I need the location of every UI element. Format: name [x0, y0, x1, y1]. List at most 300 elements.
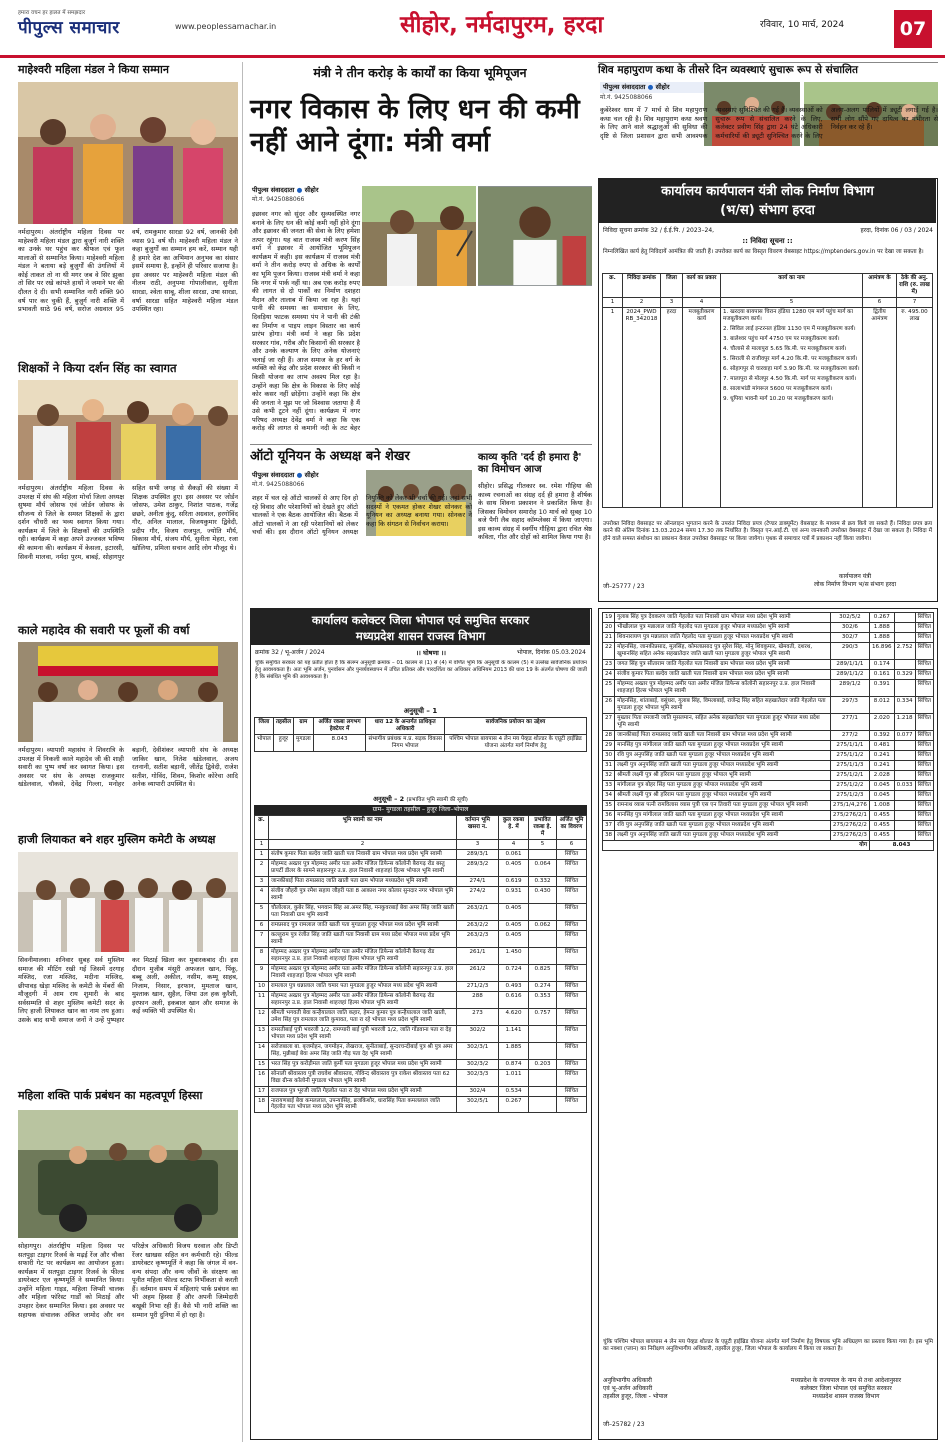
- table-cell: 271/2/3: [457, 981, 499, 991]
- table-row: [603, 696, 934, 713]
- pwd-row-works: [721, 307, 863, 507]
- table-cell: 0.241: [869, 750, 894, 760]
- table-cell: 302/7: [830, 632, 869, 642]
- table-cell: सिंचित: [557, 947, 587, 964]
- table-cell: सिंचित: [557, 1086, 587, 1096]
- s2-col-khasra: वर्तमान भूमि खसरा न.: [457, 816, 499, 840]
- felicitation-photo-image: [18, 380, 238, 480]
- land-ref: क्रमांक 32 / भू-अर्जन / 2024: [255, 649, 325, 656]
- table-cell: [894, 770, 915, 780]
- land-signature-right: [759, 1377, 933, 1401]
- table-cell: 0.430: [529, 886, 557, 903]
- owner-name-cell: संजीव जौहरी पुत्र रमेश सहाय जौहरी पता 8 आकाश नगर कोलार सुनदार नगर भोपाल भूमि स्वामी: [269, 886, 457, 903]
- table-cell: 277/1: [830, 713, 869, 730]
- table-cell: 0.391: [869, 679, 894, 696]
- table-cell: 277/2: [830, 730, 869, 740]
- table-cell: 0.274: [529, 981, 557, 991]
- lead-mobile: मो.नं. 9425088066: [252, 196, 305, 203]
- table-cell: 0.267: [869, 613, 894, 623]
- table-cell: 0.405: [499, 903, 529, 920]
- table-row: [603, 642, 934, 659]
- table-cell: 289/1/1/1: [830, 659, 869, 669]
- table-row: [255, 1008, 587, 1025]
- owner-name-cell: श्रीमती भगवती बेवा कन्हैयालाल जाति कहार, हेमन्त कुमार पुत्र कन्हैयालाल जाति खाती, उमेश सिंह पुत्र रामलाल जाति कुमावत, पता रा रहे भोपाल मध्य प्रदेश भूमि स्वामी: [269, 1008, 457, 1025]
- table-cell: [894, 750, 915, 760]
- pwd-title-line-2: (भ/स) संभाग हरदा: [720, 202, 815, 218]
- owner-name-cell: भरत सिंह पुत्र करोड़ीमल जाति कुर्मी पता मुगडला हुजूर भोपाल मध्य प्रदेश भूमि स्वामी: [269, 1059, 457, 1069]
- pwd-tender-notice: [598, 178, 938, 602]
- owner-name-cell: लक्ष्मी पुत्र अनुपसिंह जाति खाती पता मुगडला हुजूर भोपाल मध्यप्रदेश भूमि स्वामी: [615, 830, 831, 840]
- owner-name-cell: लक्ष्मी पुत्र अनुपसिंह जाति खाती पता मुगडला हुजूर भोपाल मध्यप्रदेश भूमि स्वामी: [615, 760, 831, 770]
- table-cell: 0.405: [499, 859, 529, 876]
- owner-name-cell: मोहम्मद अख्तर पुत्र मोहम्मद अमीर पता अमीर मंजिल डिफेन्स कॉलोनी बैरागढ़ रोड सहारनपुर उ.प्र. हाल निवासी शाहजहां हिल्स भोपाल भूमि स्वामी: [269, 991, 457, 1008]
- table-cell: 0.455: [869, 810, 894, 820]
- land-intro: चूंकि समुचित सरकार को यह प्रतीत होता है कि संलग्न अनुसूची क्रमांक – 01 कालम से (1) से (4) में वर्णित भूमि कि अनुसूची के कालम (5) में उल्लेख सार्वजनिक प्रयोजन हेतु आवश्यकता है। अतः भूमि अर्जन, पुनर्वासन और पुनर्व्यवस्थापन में उचित प्रतिकर और पारदर्शिता का अधिकार अधिनियम 2013 की धारा 19 के अंतर्गत घोषणा की जाती है कि संबंधित भूमि की आवश्यकता है।: [255, 660, 587, 680]
- table-cell: 0.332: [529, 876, 557, 886]
- owner-name-cell: मुख्तार पिता रमजानी जाति मुसलमान, सहित अनेक सहखातेदार पता मुगडला हुजूर भोपाल मध्य प्रदेश भूमि स्वामी: [615, 713, 831, 730]
- table-cell: सिंचित: [915, 820, 933, 830]
- table-row: [255, 1025, 587, 1042]
- table-cell: 302/4: [457, 1086, 499, 1096]
- byline-reporter: पीपुल्स संवाददाता: [603, 83, 646, 91]
- owner-name-cell: मोहम्मद अख्तर पुत्र मोहम्मद अमीर पता अमीर मंजिल डिफेन्स कॉलोनी बैरागढ़ रोड सहारनपुर उ.प्र. हाल निवासी शाहजहां हिल्स भोपाल भूमि स्वामी: [269, 947, 457, 964]
- s1-cell: पश्चिम भोपाल बायपास 4 लेन मय पेव्हड शोल्डर के एप्रूटी हाईब्रिड योजना अंतर्गत मार्ग निर्माण हेतु: [445, 734, 587, 751]
- table-cell: 25: [603, 679, 615, 696]
- table-cell: 0.267: [499, 1096, 529, 1113]
- land-title-line-1: कार्यालय कलेक्टर जिला भोपाल एवं समुचित सरकार: [311, 613, 530, 627]
- pwd-row-type: मजबूतीकरण कार्य: [683, 307, 721, 507]
- table-cell: 0.203: [529, 1059, 557, 1069]
- table-cell: सिंचित: [557, 1008, 587, 1025]
- s1-col-area: अर्जित रकबा लगभग हेक्टेयर में: [313, 718, 366, 735]
- pwd-num: 7: [897, 297, 933, 307]
- table-cell: 274/1: [457, 876, 499, 886]
- table-row: [255, 1086, 587, 1096]
- owner-name-cell: संजीव कुमार पिता बल्देव जाति खाती पता निवासी ग्राम भोपाल मध्य प्रदेश भूमि स्वामी: [615, 669, 831, 679]
- newspaper-logo: [18, 10, 120, 40]
- table-cell: 8.012: [869, 696, 894, 713]
- table-cell: 302/3/3: [457, 1069, 499, 1086]
- schedule-1-table: [254, 717, 587, 752]
- table-cell: 8: [255, 947, 269, 964]
- schedule-2-subtitle: (प्रभावित भूमि स्वामी की सूची): [406, 797, 468, 803]
- owner-name-cell: शिवनारायण पुत्र मन्नालाल जाति गेहलोद पता मुगडला हुजूर भोपाल मध्यप्रदेश भूमि स्वामी: [615, 632, 831, 642]
- shiv-headline: शिव महापुराण कथा के तीसरे दिन व्यवस्थाएं सुचारू रूप से संचालित: [598, 64, 858, 76]
- table-cell: [894, 790, 915, 800]
- procession-photo-image: [18, 642, 238, 742]
- land-title-line-2: मध्यप्रदेश शासन राजस्व विभाग: [355, 629, 486, 644]
- table-cell: 0.825: [529, 964, 557, 981]
- table-row: [255, 849, 587, 859]
- pwd-num: 5: [721, 297, 863, 307]
- owner-name-cell: मोहम्मद अख्तर पुत्र मोहम्मद अमीर पता अमीर मंजिल डिफेन्स कॉलोनी सहारनपुर उ.प्र. हाल निवासी शाहजहां हिल्स भोपाल भूमि स्वामी: [269, 964, 457, 981]
- pwd-col-class: आमंत्रण के: [863, 274, 897, 298]
- table-cell: 26: [603, 696, 615, 713]
- table-cell: 24: [603, 669, 615, 679]
- table-row: [603, 820, 934, 830]
- table-row: [255, 886, 587, 903]
- table-row: [603, 632, 934, 642]
- table-cell: सिंचित: [915, 642, 933, 659]
- s2-col-type: अर्जित भूमि का विवरण: [557, 816, 587, 840]
- auto-headline: ऑटो यूनियन के अध्यक्ष बने शेखर: [250, 449, 410, 464]
- table-cell: 289/1/2: [830, 679, 869, 696]
- pwd-work-item: 8. सालाभांडी मांगरूल 5600 पर मजबूतीकरण कार्य।: [723, 385, 833, 392]
- s1-col-officer: धारा 12 के अन्तर्गत प्राधिकृत अधिकारी: [366, 718, 445, 735]
- pwd-row-dist: हरदा: [661, 307, 683, 507]
- table-cell: 0.455: [869, 820, 894, 830]
- table-cell: 1.218: [894, 713, 915, 730]
- pwd-row-sr: 1: [603, 307, 623, 507]
- table-cell: 0.334: [894, 696, 915, 713]
- table-cell: [894, 632, 915, 642]
- land-acquisition-notice: [250, 608, 592, 1440]
- table-cell: सिंचित: [557, 886, 587, 903]
- lead-byline: [252, 186, 357, 195]
- land-footer-text: चूंकि पश्चिम भोपाल बायपास 4 लेन मय पेव्हड शोल्डर के एप्रूटी हाईब्रिड योजना अंतर्गत मार्ग निर्माण हेतु विषयक भूमि अधिग्रहण का प्रस्ताव किया गया है। इस भूमि का नक्शा (प्लान) का निरीक्षण अनुविभागीय अधिकारी, तहसील हुजूर, जिला भोपाल के कार्यालय में किया जा सकता है।: [603, 1339, 933, 1353]
- table-cell: 11: [255, 991, 269, 1008]
- auto-byline: [252, 471, 362, 480]
- table-cell: 261/2: [457, 964, 499, 981]
- table-cell: 2.752: [894, 642, 915, 659]
- table-cell: 275/1/2/1: [830, 770, 869, 780]
- table-cell: 273: [457, 1008, 499, 1025]
- table-cell: सिंचित: [557, 1042, 587, 1059]
- table-cell: 32: [603, 770, 615, 780]
- table-cell: 5: [255, 903, 269, 920]
- pwd-row-class: द्वितीय आमंत्रण: [863, 307, 897, 507]
- pwd-footer-text: उपरोक्त निविदा वेबसाइट पर ऑनलाइन भुगतान करने के उपरांत निविदा प्रपत्र (टेण्डर डाक्यूमेंट) वेबसाइट के माध्यम से क्रय किये जा सकते हैं। निविदा प्रपत्र क्रय करने की अंतिम दिनांक 13.03.2024 समय 17.30 तक निर्धारित है। विस्तृत एन.आई.टी. एवं अन्य जानकारी उपरोक्त वेबसाइट में देखा जा सकता है। निविदा में होने वाले समस्त संशोधन का प्रकाशन केवल उपरोक्त वेबसाइट पर किया जायेगा। पृथक से समाचार पत्रों में प्रकाशन नहीं किया जायेगा।: [603, 521, 932, 542]
- byline-dot-icon: ●: [296, 186, 303, 194]
- shiv-mobile: मो.नं. 9425088066: [600, 94, 653, 101]
- schedule-2-village: ग्राम– मुगडला तहसील – हुजूर जिला–भोपाल: [254, 805, 587, 815]
- table-row: [603, 800, 934, 810]
- table-cell: 1.008: [869, 800, 894, 810]
- owner-name-cell: गुलाब सिंह पुत्र देवकरण जाति गेहलोत पता निवासी ग्राम भोपाल मध्य प्रदेश भूमि स्वामी: [615, 613, 831, 623]
- table-cell: सिंचित: [915, 679, 933, 696]
- table-cell: 0.329: [894, 669, 915, 679]
- edition-name: सीहोर, नर्मदापुरम, हरदा: [400, 12, 604, 38]
- table-cell: 275/1/1/3: [830, 760, 869, 770]
- s2-num: 3: [457, 839, 499, 849]
- table-cell: 1.011: [499, 1069, 529, 1086]
- pwd-col-amount: ठेके की अनु. राशि (रु. लाख में): [897, 274, 933, 298]
- group-photo-image: [18, 82, 238, 224]
- lead-body: इछावर नगर को सुंदर और सुव्यवस्थित नगर बनाने के लिए धन की कोई कमी नहीं होने दूंगा और इछावर की जनता की सेवा के लिए हमेशा तत्पर रहूंगा। यह बात राजस्व मंत्री करण सिंह वर्मा ने इछावर में आयोजित भूमिपूजन कार्यक्रम में कही। इस कार्यक्रम में राजस्व मंत्री वर्मा ने तीन करोड़ रुपए से अधिक के कार्यों का भूमि पूजन किया। राजस्व मंत्री वर्मा ने कहा कि नगर में पार्क नहीं था। अब एक करोड़ रुपए की लागत से दो पार्कों का निर्माण दशहरा मैदान और तालाब में किया जा रहा है। यहां पानी की समस्या का समाधान के लिए, दिवड़िया फाटक समस्या पंप ने पानी की टंकी का निर्माण व पाइप लाइन विस्तार का कार्य प्रारंभ होगा। मंत्री वर्मा ने कहा कि प्रदेश सरकार गांव, गरीब और किसानों की सरकार है और उनके कल्याण के लिए अनेक योजनाएं चलाई जा रही हैं। आज समाज के हर वर्ग के व्यक्ति को केंद्र और प्रदेश सरकार की किसी न किसी योजना का लाभ अवश्य मिल रहा है। उन्होंने कहा कि क्षेत्र के विकास के लिए कोई कोर कसर नहीं छोड़ेंगा। उन्होंने कहा कि क्षेत्र की जनता ने मुझ पर जो विश्वास जताया है मैं उसे कभी टूटने नहीं दूंगा। कार्यक्रम में नगर परिषद अध्यक्ष देवेंद्र वर्मा ने कहा कि एक करोड़ की लागत से कमानी नदी के तट बेहर: [252, 210, 360, 433]
- table-cell: सिंचित: [915, 780, 933, 790]
- pwd-intro: निम्नलिखित कार्य हेतु निविदायें आमंत्रित की जाती हैं। उपरोक्त कार्य का विस्तृत विवरण वेबसाइट https://mptenders.gov.in पर देखा जा सकता है।: [603, 249, 924, 255]
- table-cell: [894, 622, 915, 632]
- byline-reporter: पीपुल्स संवाददाता: [252, 471, 295, 479]
- table-cell: सिंचित: [557, 991, 587, 1008]
- table-row: [255, 876, 587, 886]
- table-row: [603, 622, 934, 632]
- table-cell: 1.888: [869, 632, 894, 642]
- land-declaration: ।। घोषणा ।।: [415, 649, 447, 657]
- land-signature-left: [603, 1377, 753, 1401]
- masthead: [0, 0, 945, 58]
- table-cell: 302/3/1: [457, 1042, 499, 1059]
- byline-place: सीहोर: [304, 186, 319, 194]
- s2-num: 4: [499, 839, 529, 849]
- table-row: [603, 750, 934, 760]
- s1-cell: भोपाल: [255, 734, 274, 751]
- s2-col-affected-area: प्रभावित रकबा हे. में: [529, 816, 557, 840]
- s2-col-owner: भूमि स्वामी का नाम: [269, 816, 457, 840]
- table-cell: 37: [603, 820, 615, 830]
- story-5-headline: महिला शक्ति पार्क प्रबंधन का महत्वपूर्ण हिस्सा: [18, 1089, 203, 1102]
- table-cell: 263/2/2: [457, 920, 499, 930]
- table-cell: 275/1/2/2: [830, 780, 869, 790]
- table-cell: 2: [255, 859, 269, 876]
- owner-name-cell: सरोजबाला बा. बृजमोहन, जगमोहन, लेखराज, सुनीताबाई, सुन्दरचन्दीबाई पुत्र श्री पुत्र अमर सिंह, मुन्नीबाई बेवा अमर सिंह जाति गौड़ पता देह भूमि स्वामी: [269, 1042, 457, 1059]
- table-cell: 2.028: [869, 770, 894, 780]
- table-row: [603, 790, 934, 800]
- sig-left-line-1: अनुविभागीय अधिकारी: [603, 1377, 652, 1384]
- table-cell: 20: [603, 622, 615, 632]
- table-cell: 302/5/1: [457, 1096, 499, 1113]
- owner-name-cell: रामरतीबाई पुत्री भवरजी 1/2, रामप्यारी बाई पुत्री भवरजी 1/2, जाति गोंडवाना पता रा देह भोपाल मध्य प्रदेश भूमि स्वामी: [269, 1025, 457, 1042]
- table-cell: [529, 930, 557, 947]
- table-cell: [529, 947, 557, 964]
- owner-name-cell: भीखीलाल पुत्र मन्नालाल जाति गेहलोद पता मुगडला हुजूर भोपाल मध्यप्रदेश भूमि स्वामी: [615, 622, 831, 632]
- table-cell: [894, 810, 915, 820]
- table-cell: 302/3/2: [457, 1059, 499, 1069]
- owner-name-cell: मांगीलाल पुत्र बोहर सिंह पता मुगडला हुजूर भोपाल मध्यप्रदेश भूमि स्वामी: [615, 780, 831, 790]
- table-cell: सिंचित: [557, 930, 587, 947]
- table-cell: 10: [255, 981, 269, 991]
- owner-name-cell: चौलोलाल, कुबेर सिंह, भगवान सिंह आ.अमर सिंह, मनकुवरबाई बेवा अमर सिंह जाति खाती पता निवासी ग्राम भूमि स्वामी: [269, 903, 457, 920]
- table-cell: 23: [603, 659, 615, 669]
- table-row: [255, 947, 587, 964]
- poem-body: सीहोर। प्रसिद्ध गीतकार स्व. रमेश गौहिया की काव्य रचनाओं का संग्रह दर्द ही हमारा है शीर्षक के साथ शिवना प्रकाशन ने प्रकाशित किया है। जिसका विमोचन समारोह 10 मार्च को सुबह 10 बजे पैगी लैब सहाद कॉम्प्लेक्स में किया जाएगा। इस काव्य संग्रह में स्वर्गीय गौहिया द्वारा रचित श्रेष्ठ कविता, गीत और दोहों को शामिल किया गया है।: [478, 482, 592, 542]
- table-row: [603, 740, 934, 750]
- table-cell: 275/276/2/2: [830, 820, 869, 830]
- table-row: [255, 920, 587, 930]
- column-divider: [242, 62, 243, 1442]
- table-cell: 289/1/1/2: [830, 669, 869, 679]
- table-cell: 0.064: [529, 859, 557, 876]
- table-cell: [529, 1069, 557, 1086]
- total-label-cell: योग: [603, 840, 870, 850]
- table-cell: [894, 830, 915, 840]
- table-cell: 33: [603, 780, 615, 790]
- table-cell: सिंचित: [557, 903, 587, 920]
- owner-name-cell: नारायणबाई बेवा कमललाल, उपन्यासिंह, ब्रजकिशोर, धारासिंह पिता कमललाल जाति गेहलोत पता भोपाल मध्य प्रदेश भूमि स्वामी: [269, 1096, 457, 1113]
- table-row: [603, 669, 934, 679]
- owner-name-cell: मोहनसिंह, शांताबाई, वसुंधरा, गुलाब सिंह, विमलाबाई, राजेन्द्र सिंह सहित सहखातेदार जाति गेहलोत पता मुगडला हुजूर भोपाल भूमि स्वामी: [615, 696, 831, 713]
- pwd-work-item: 7. मालापुरा से मोलपुर 4.50 कि.मी. मार्ग पर मजबूतीकरण कार्य।: [723, 375, 857, 382]
- table-cell: 29: [603, 740, 615, 750]
- table-cell: 7: [255, 930, 269, 947]
- table-cell: 275/1/1/1: [830, 740, 869, 750]
- table-cell: 31: [603, 760, 615, 770]
- table-cell: 1.450: [499, 947, 529, 964]
- schedule-2-continued-wrap: [602, 612, 934, 851]
- owner-name-cell: रवि पुत्र अनुपसिंह जाति खाती पता मुगडला हुजूर भोपाल मध्यप्रदेश भूमि स्वामी: [615, 820, 831, 830]
- pwd-code: जी–25777 / 23: [603, 583, 645, 590]
- table-cell: 17: [255, 1086, 269, 1096]
- table-cell: सिंचित: [915, 770, 933, 780]
- table-row: [603, 713, 934, 730]
- table-cell: 0.045: [869, 790, 894, 800]
- pwd-subtitle: :: निविदा सूचना ::: [742, 237, 793, 245]
- shiv-body: कुबेरेश्वर धाम में 7 मार्च से शिव महापुराण कथा चल रही है। शिव महापुराण कथा श्रवण के लिए आने वाले श्रद्धालुओं की सुविधा की दृष्टि से जिला प्रशासन द्वारा सभी आवश्यक व्यवस्थाएं सुनिश्चित की गई हैं। व्यवस्थाओं को सुचारू रूप से संचालित करने के लिए, कलेक्टर प्रवीण सिंह द्वारा 24 घंटे अधिकारी कर्मचारियों की ड्यूटी सुनिश्चित करने के लिए अलग-अलग पालियों में ड्यूटी लगाई गई है। सभी लोग सौंपे गए दायित्व का गंभीरता से निर्वहन कर रहे हैं।: [600, 106, 938, 140]
- table-cell: 275/1/4,276: [830, 800, 869, 810]
- story-5-body: सोहागपुर। अंतर्राष्ट्रीय महिला दिवस पर सतपुड़ा टाइगर रिजर्व के मढ़ई रेंज और चौका सफारी गेट पर कार्यक्रम का आयोजन हुआ। कार्यक्रम में सतपुड़ा टाइगर रिजर्व के फील्ड डायरेक्टर एल कृष्णमूर्ति ने सम्मानित किया। उन्होंने महिला गाइड, महिला जिप्सी चालक और महिला फॉरेस्ट गार्डों को मिठाई और उपहार देकर सम्मानित किया। इस अवसर पर सहायक संचालक अंकित जामोद और वन परिक्षेत्र अधिकारी विजय धरवाल और डिप्टी रेंजर खाखस सहित वन कर्मचारी रहे। फील्ड डायरेक्टर कृष्णमूर्ति ने कहा कि जंगल में वन-वन्य संपदा और वन्य जीवों के संरक्षण का पूनीत महिला फील्ड स्टाफ निर्भीकता से करती हैं। वर्तमान समय में महिलाएं पार्क प्रबंधन का भी अहम हिस्सा हैं और अपनी जिम्मेदारी बखूबी निभा रही हैं। वैसे भी नारी शक्ति का सम्मान पूरी दुनिया में हो रहा है।: [18, 1242, 238, 1319]
- pwd-row-id: 2024_PWDRB_342018: [623, 307, 661, 507]
- table-cell: सिंचित: [915, 622, 933, 632]
- lead-headline: नगर विकास के लिए धन की कमी नहीं आने दूंगा: मंत्री वर्मा: [250, 94, 580, 158]
- owner-name-cell: श्रीमती लक्ष्मी पुत्र श्री हरिराम पता मुगडला हुजूर भोपाल मध्यप्रदेश भूमि स्वामी: [615, 790, 831, 800]
- owner-name-cell: मानसिंह पुत्र मांगीलाल जाति खाती पता मुगडला हुजूर भोपाल मध्यप्रदेश भूमि स्वामी: [615, 740, 831, 750]
- owner-name-cell: सोनाली श्रीवास्तव पुत्री राघवेश श्रीवास्तव, गोविन्द श्रीवास्तव पुत्र राकेश श्रीवास्तव पता 62 विद्या ग्रीन्स कॉलोनी मुगडला भोपाल भूमि स्वामी: [269, 1069, 457, 1086]
- table-cell: [894, 740, 915, 750]
- table-cell: सिंचित: [915, 760, 933, 770]
- s2-num: 6: [557, 839, 587, 849]
- table-cell: 0.353: [529, 991, 557, 1008]
- pwd-col-dist: जिला: [661, 274, 683, 298]
- pwd-tender-table: [602, 273, 933, 508]
- table-row: [603, 780, 934, 790]
- table-cell: 22: [603, 642, 615, 659]
- minister-photo-image: [478, 186, 592, 286]
- table-cell: 302/2: [457, 1025, 499, 1042]
- table-cell: 0.931: [499, 886, 529, 903]
- table-cell: 302/6: [830, 622, 869, 632]
- owner-name-cell: रवि पुत्र अनुपसिंह जाति खाती पता मुगडला हुजूर भोपाल मध्यप्रदेश भूमि स्वामी: [615, 750, 831, 760]
- s1-cell: 8.043: [313, 734, 366, 751]
- story-4-body: सिवनीमालवा। शनिवार सुबह सर्व मुस्लिम समाज की मीटिंग रखी गई जिसमें दरगाह मस्जिद, रजा मस्जिद, मदीना मस्जिद, छीपावड़ खेड़ा मस्जिद के कमेटी के मेंबरों की मौजूदगी में आम राय शुमारी के बाद सर्वसम्मति से शहर मुस्लिम कमेटी सदर के लिए हाजी लियाकत खान का नाम तय हुआ। उसके बाद सभी समाज जनों ने उन्हें पुष्पहार कर मिठाई खिला कर मुबारकबाद दी। इस दौरान मुजीब मंसूरी अफजल खान, पिंकू, बब्बू अली, अकील, नसीम, कम्मू साहब, निजाम, निसार, इरफान, मुमताज खान, मुश्ताक खान, सुहैल, जिया उल हक कुरैशी, इरफान अली, इकबाल खान और समाज के कई व्यक्ति भी उपस्थित थे।: [18, 956, 238, 1025]
- table-cell: सिंचित: [557, 859, 587, 876]
- pwd-col-sr: क्र.: [603, 274, 623, 298]
- pwd-work-item: 3. बालेश्वर पहुंच मार्ग 4750 एम पर मजबूतीकरण कार्य।: [723, 335, 840, 342]
- table-cell: 0.392: [869, 730, 894, 740]
- table-row: [255, 1096, 587, 1113]
- sig-right-line-3: मध्यप्रदेश शासन राजस्व विभाग: [812, 1393, 880, 1401]
- table-cell: 0.481: [869, 740, 894, 750]
- table-cell: 38: [603, 830, 615, 840]
- owner-name-cell: जानकीबाई पिता रामप्रसाद जाति खाती पता निवासी ग्राम भोपाल मध्य प्रदेश भूमि स्वामी: [615, 730, 831, 740]
- pwd-row-amount: रु. 495.00 लाख: [897, 307, 933, 507]
- table-cell: 275/276/2/1: [830, 810, 869, 820]
- s1-cell: संभागीय प्रबंधक म.प्र. सड़क विकास निगम भोपाल: [366, 734, 445, 751]
- s2-num: 1: [255, 839, 269, 849]
- table-cell: [894, 760, 915, 770]
- table-cell: 36: [603, 810, 615, 820]
- table-cell: [529, 1042, 557, 1059]
- s1-col-village: ग्राम: [294, 718, 314, 735]
- pwd-ref: निविदा सूचना क्रमांक 32 / ई.ई.पि. / 2023–24,: [603, 227, 715, 234]
- story-3-body: नर्मदापुरम। व्यापारी महासंघ ने शिवरात्रि के उपलक्ष में निकली काले महादेव जी की शाही सवारी का पुष्प वर्षा कर स्वागत किया। इस अवसर पर संघ के अध्यक्ष राजकुमार खंडेलवाल, चौकसे, देवेंद्र गिल्ला, मनोहर बड़ानी, देवीशंकर व्यापारी संघ के अध्यक्ष जाकिर खान, नितेश खंडेलवाल, अजय रतनानी, सतीश बड़ानी, जीतेंद्र द्विवेदी, राजेश सतीश, गोविंद, शिवम, किशोर कोरेचा आदि अनेक व्यापारी उपस्थित थे।: [18, 746, 238, 789]
- table-cell: [529, 1025, 557, 1042]
- table-row: [255, 903, 587, 920]
- land-acquisition-continued: [598, 608, 938, 1440]
- table-cell: 0.062: [529, 920, 557, 930]
- owner-name-cell: मोहनसिंह, जानकीप्रसाद, मूलसिंह, कोमलप्रसाद पुत्र सुरेश सिंह, मोनू शिवकुमार, खेमवती, दशरथ, खुमानसिंह सहित अनेक सहखातेदार जाति खाती पता मुगडला हुजूर भोपाल भूमि स्वामी: [615, 642, 831, 659]
- lead-photo-2: [476, 186, 592, 286]
- table-row: [255, 1059, 587, 1069]
- s1-cell: मुगडला: [294, 734, 314, 751]
- pwd-work-item: 5. सिराली से राजीवपुर मार्ग 4.20 कि.मी. पर मजबूतीकरण कार्य।: [723, 355, 858, 362]
- owner-name-cell: संतोष कुमार पिता बल्देव जाति खाती पता निवासी ग्राम भोपाल मध्य प्रदेश भूमि स्वामी: [269, 849, 457, 859]
- table-cell: 16: [255, 1069, 269, 1086]
- table-cell: 274/2: [457, 886, 499, 903]
- website-url[interactable]: www.peoplessamachar.in: [175, 22, 277, 31]
- table-cell: सिंचित: [557, 1096, 587, 1113]
- table-cell: सिंचित: [915, 750, 933, 760]
- logo-text: पीपुल्स समाचार: [18, 18, 120, 39]
- pwd-num: 3: [661, 297, 683, 307]
- byline-place: सीहोर: [655, 83, 670, 91]
- pwd-col-id: निविदा क्रमांक: [623, 274, 661, 298]
- pwd-work-item: 6. सोहागपुर से चारवाहा मार्ग 3.90 कि.मी. पर मजबूतीकरण कार्य।: [723, 365, 860, 372]
- byline-dot-icon: ●: [647, 83, 654, 91]
- schedule-1-wrap: [254, 717, 587, 752]
- story-2-headline: शिक्षकों ने किया दर्शन सिंह का स्वागत: [18, 361, 177, 375]
- pwd-work-item: 1. खरदया बायपास चिरान हंडिया 1280 एम मार्ग पहुंच मार्ग का मजबूतीकरण कार्य।: [723, 308, 853, 322]
- owner-name-cell: रामप्रसाद पुत्र रामलाल जाति खाती पता मुगडला हुजूर भोपाल मध्य प्रदेश भूमि स्वामी: [269, 920, 457, 930]
- table-cell: 14: [255, 1042, 269, 1059]
- land-date: भोपाल, दिनांक 05.03.2024: [516, 649, 586, 656]
- table-cell: 0.619: [499, 876, 529, 886]
- sig-right-line-2: कलेक्टर जिला भोपाल एवं समुचित सरकार: [800, 1385, 892, 1393]
- schedule-2-title-text: अनुसूची – 2: [373, 795, 405, 803]
- pwd-work-item: 4. चौलासे से मालापुरा 5.65 कि.मी. पर मजबूतीकरण कार्य।: [723, 345, 847, 352]
- table-cell: 1: [255, 849, 269, 859]
- table-cell: 263/2/3: [457, 930, 499, 947]
- s2-col-sr: क्र.: [255, 816, 269, 840]
- table-cell: 0.061: [499, 849, 529, 859]
- land-code: जी–25782 / 23: [603, 1421, 645, 1428]
- lead-kicker: मंत्री ने तीन करोड़ के कार्यों का किया भूमिपूजन: [313, 65, 527, 80]
- table-cell: [529, 903, 557, 920]
- table-cell: [529, 1096, 557, 1113]
- table-cell: सिंचित: [915, 730, 933, 740]
- owner-name-cell: जगत सिंह पुत्र सीताराम जाति गेहलोत पता निवासी ग्राम भोपाल मध्य प्रदेश भूमि स्वामी: [615, 659, 831, 669]
- table-cell: 297/3: [830, 696, 869, 713]
- table-cell: 0.174: [869, 659, 894, 669]
- lead-divider: [250, 444, 592, 445]
- table-cell: 1.888: [869, 622, 894, 632]
- table-cell: 261/1: [457, 947, 499, 964]
- s2-num: 5: [529, 839, 557, 849]
- table-cell: [529, 1086, 557, 1096]
- shiv-byline: [600, 82, 720, 93]
- table-cell: सिंचित: [557, 1025, 587, 1042]
- table-cell: 0.616: [499, 991, 529, 1008]
- sig-right-line-1: मध्यप्रदेश के राज्यपाल के नाम से तथा आदेशानुसार: [790, 1377, 902, 1384]
- owner-name-cell: कल्लुराम पुत्र रंजीत सिंह जाति खाती पता निवासी ग्राम मध्य प्रदेश भोपाल मध्य प्रदेश भूमि स्वामी: [269, 930, 457, 947]
- story-2-body: नर्मदापुरम। अंतर्राष्ट्रीय महिला दिवस के उपलक्ष में संघ की महिला मोर्चा जिला अध्यक्ष सुषमा मौर्य जोसफ एवं जोर्डन जोसफ के सौजन्य से जिले के समस्त शिक्षकों के द्वारा दर्शन चौधरी का भव्य स्वागत किया गया। कार्यक्रम में जिले के शिक्षकों की उपस्थिति रही। कार्यक्रम में कहा अपने उज्जवल भविष्य की कामना की। कार्यक्रम में केसला, इटारसी, सिवनी मालवा, नर्मदा पुरम, बाबई, सोहागपुर सहित सभी जगह से सैकड़ों की संख्या में शिक्षक उपस्थित हुए। इस अवसर पर जोर्डन जोसफ, उमेश ठाकुर, निशांत पाठक, गजेंद्र छछरे, अनीता कुंदु, सरिता अग्रवाल, हरगोविंद गौर, अनिल मालाल, विजयकुमार द्विवेदी, प्रदीप गौर, विजय राजपुत, ज्योति मौर्य, विकास मौर्य, संजय मौर्य, सुनीता मेहरा, रजा खोलिया, प्रमिला सचान आदि लोग मौजूद थे।: [18, 484, 238, 561]
- issue-date: रविवार, 10 मार्च, 2024: [760, 20, 845, 30]
- table-row: [255, 964, 587, 981]
- auto-mobile: मो.नं. 9425088066: [252, 481, 305, 488]
- pwd-table-wrap: [602, 273, 933, 508]
- table-row: [603, 679, 934, 696]
- schedule-1-title: अनुसूची – 1: [403, 707, 438, 715]
- pwd-num: 6: [863, 297, 897, 307]
- story-2-photo: [18, 380, 238, 480]
- poem-headline: काव्य कृति 'दर्द ही हमारा है' का विमोचन आज: [478, 452, 582, 475]
- table-row: [603, 760, 934, 770]
- table-cell: [894, 679, 915, 696]
- table-row: [603, 730, 934, 740]
- owner-name-cell: रामनाथ व्यास पत्नी रामविलास व्यास पुत्री एस एन तिवारी पता मुगडला हुजूर भोपाल भूमि स्वामी: [615, 800, 831, 810]
- table-row: [255, 1042, 587, 1059]
- s1-cell: हुजूर: [273, 734, 293, 751]
- story-4-headline: हाजी लियाकत बने शहर मुस्लिम कमेटी के अध्यक्ष: [18, 833, 216, 846]
